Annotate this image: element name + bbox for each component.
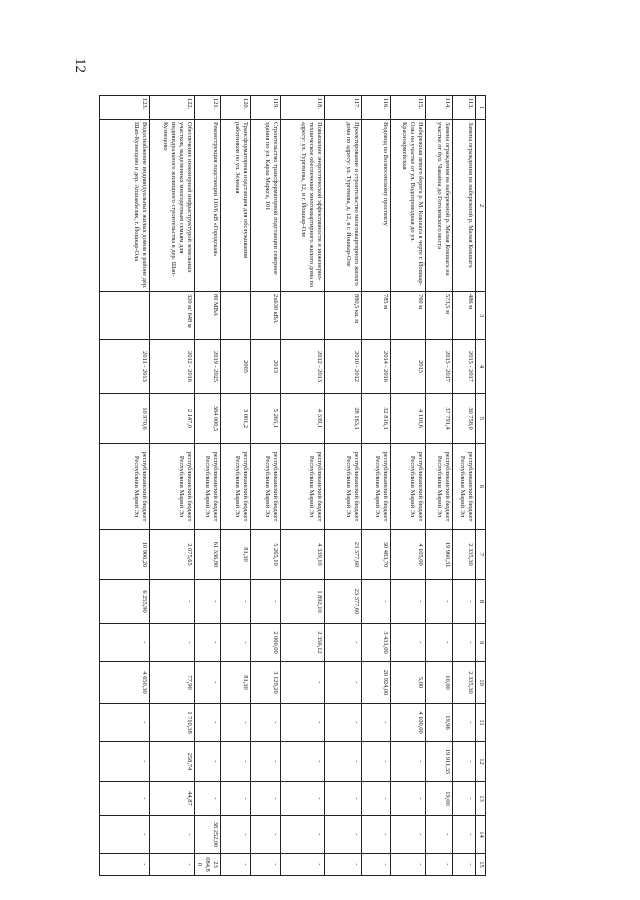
header-cell: 4 [476, 340, 486, 394]
cell-col7: 61 336,80 [194, 530, 220, 580]
object-name: Водоснабжение индивидуальных жилых домов в районе дер. Шап-Кузнецово и дер. Апшакбеляк, г. Йошкар-Ола [99, 120, 149, 292]
object-name: Проектирование и строительство многоквартирного жилого дома по адресу: ул. Тургенева, д. 12, в г. Йошкар-Оле [325, 120, 362, 292]
cell-col7: 2 335,30 [453, 530, 476, 580]
estimated-cost: 4 339,1 [281, 394, 325, 444]
cell-col10: 81,30 [221, 662, 251, 704]
capacity: 486 м [453, 292, 476, 340]
header-cell: 13 [476, 782, 486, 816]
estimated-cost: 37 791,4 [426, 394, 453, 444]
cell-col12: - [251, 742, 281, 782]
object-name: Замена ограждения на набережной р. Малая Кокшага на участке от бул. Чавайна до Гоголевского моста [426, 120, 453, 292]
period: 2015 - 2017 [453, 340, 476, 394]
row-number: 122. [149, 96, 194, 120]
header-cell: 15 [476, 854, 486, 876]
cell-col9: - [453, 624, 476, 662]
cell-col8: - [453, 580, 476, 624]
estimated-cost: 2 147,0 [149, 394, 194, 444]
cell-col10: - [194, 662, 220, 704]
cell-col9: - [426, 624, 453, 662]
cell-col15: - [453, 854, 476, 876]
cell-col13: - [453, 782, 476, 816]
funding-source: республиканский бюджет Республики Марий Эл [426, 444, 453, 530]
cell-col13: - [281, 782, 325, 816]
capacity: 573,5 м [426, 292, 453, 340]
cell-col14: - [426, 816, 453, 854]
period: 2005 [221, 340, 251, 394]
cell-col9: - [221, 624, 251, 662]
cell-col8: 6 255,90 [99, 580, 149, 624]
cell-col15: - [426, 854, 453, 876]
cell-col11: - [362, 704, 391, 742]
table-row [194, 96, 220, 876]
cell-col12: 258,74 [149, 742, 194, 782]
object-name: Замена ограждения на набережной р. Малая Кокшага [453, 120, 476, 292]
cell-col14: - [391, 816, 426, 854]
object-name: Трансформаторная подстанция для обслуживания работников по ул. Зеленая [221, 120, 251, 292]
estimated-cost: 10 970,6 [99, 394, 149, 444]
cell-col11: 4 100,00 [391, 704, 426, 742]
cell-col15: - [281, 854, 325, 876]
page-number: 12 [72, 58, 88, 73]
estimated-cost: 3 001,2 [221, 394, 251, 444]
estimated-cost: 30 758,0 [453, 394, 476, 444]
header-cell: 12 [476, 742, 486, 782]
header-cell: 6 [476, 444, 486, 530]
cell-col9: 3 431,00 [362, 624, 391, 662]
cell-col8: - [426, 580, 453, 624]
cell-col9: - [99, 624, 149, 662]
cell-col14: - [281, 816, 325, 854]
row-number: 117. [325, 96, 362, 120]
capacity: 2х630 кВА [251, 292, 281, 340]
funding-source: республиканский бюджет Республики Марий Эл [281, 444, 325, 530]
capacity [99, 292, 149, 340]
funding-source: республиканский бюджет Республики Марий Эл [99, 444, 149, 530]
period: 2012 - 2013 [281, 340, 325, 394]
cell-col8: - [221, 580, 251, 624]
rotated-table-block [109, 95, 486, 875]
cell-col7: 30 483,70 [362, 530, 391, 580]
header-cell: 9 [476, 624, 486, 662]
funding-source: республиканский бюджет Республики Марий Эл [362, 444, 391, 530]
capacity: 320 м/ 648 м [149, 292, 194, 340]
row-number: 114. [426, 96, 453, 120]
period: 2014 - 2016 [362, 340, 391, 394]
cell-col8: - [149, 580, 194, 624]
funding-source: республиканский бюджет Республики Марий Эл [149, 444, 194, 530]
cell-col12: - [453, 742, 476, 782]
period: 2011 - 2013 [99, 340, 149, 394]
cell-col12: 19 911,35 [426, 742, 453, 782]
table-row [426, 96, 453, 876]
cell-col8: 1 892,10 [281, 580, 325, 624]
cell-col9: - [325, 624, 362, 662]
period: 2010 - 2012 [325, 340, 362, 394]
table-row [281, 96, 325, 876]
capacity: 785 м [362, 292, 391, 340]
header-cell: 10 [476, 662, 486, 704]
cell-col15: - [149, 854, 194, 876]
funding-source: республиканский бюджет Республики Марий Эл [325, 444, 362, 530]
cell-col10: 2 335,30 [453, 662, 476, 704]
cell-col14: - [325, 816, 362, 854]
header-cell: 7 [476, 530, 486, 580]
row-number: 119. [251, 96, 281, 120]
row-number: 115. [391, 96, 426, 120]
cell-col10: 10,00 [426, 662, 453, 704]
period: 2019 - 2025 [194, 340, 220, 394]
cell-col15: - [99, 854, 149, 876]
table-row [149, 96, 194, 876]
cell-col10: 3 129,20 [251, 662, 281, 704]
cell-col13: - [391, 782, 426, 816]
object-name: Строительство трансформаторной подстанции северное здания по ул. Карла Маркса, 101 [251, 120, 281, 292]
cell-col11: - [221, 704, 251, 742]
funding-source: республиканский бюджет Республики Марий Эл [221, 444, 251, 530]
cell-col9: 2 356,12 [281, 624, 325, 662]
capacity: 880,5 кв. м [325, 292, 362, 340]
period: 2012 - 2016 [149, 340, 194, 394]
header-cell: 5 [476, 394, 486, 444]
capacity: 80 МВА [194, 292, 220, 340]
estimated-cost: 4 110,6 [391, 394, 426, 444]
cell-col8: - [251, 580, 281, 624]
cell-col12: - [194, 742, 220, 782]
cell-col14: - [251, 816, 281, 854]
header-cell: 8 [476, 580, 486, 624]
table-header [476, 96, 486, 876]
cell-col10: - [281, 662, 325, 704]
cell-col13: - [325, 782, 362, 816]
estimated-cost: 5 265,1 [251, 394, 281, 444]
cell-col14: - [453, 816, 476, 854]
cell-col11: - [251, 704, 281, 742]
cell-col10: 20 924,00 [362, 662, 391, 704]
table-row [391, 96, 426, 876]
cell-col11: - [453, 704, 476, 742]
cell-col10: 77,90 [149, 662, 194, 704]
object-name: Реконструкция подстанции 110/6 кВ «Городская» [194, 120, 220, 292]
header-cell: 2 [476, 120, 486, 292]
period: 2015 [391, 340, 426, 394]
table-row [99, 96, 149, 876]
row-number: 116. [362, 96, 391, 120]
cell-col13: - [251, 782, 281, 816]
table-row [453, 96, 476, 876]
cell-col7: 23 377,60 [325, 530, 362, 580]
capacity [221, 292, 251, 340]
cell-col15: - [221, 854, 251, 876]
table-body [99, 96, 475, 876]
capacity [281, 292, 325, 340]
cell-col7: 19 960,31 [426, 530, 453, 580]
table-row [221, 96, 251, 876]
cell-col11: - [281, 704, 325, 742]
cell-col13: - [362, 782, 391, 816]
cell-col10: - [325, 662, 362, 704]
header-cell: 14 [476, 816, 486, 854]
cell-col15: 23 084,80 [194, 854, 220, 876]
row-number: 123. [99, 96, 149, 120]
capacity: 760 м [391, 292, 426, 340]
cell-col15: - [362, 854, 391, 876]
cell-col15: - [391, 854, 426, 876]
cell-col11: 1 710,38 [149, 704, 194, 742]
estimated-cost: 28 163,1 [325, 394, 362, 444]
cell-col12: - [281, 742, 325, 782]
object-name: Водовод по Вознесенскому проспекту [362, 120, 391, 292]
cell-col14: - [221, 816, 251, 854]
table-row [251, 96, 281, 876]
funding-source: республиканский бюджет Республики Марий Эл [194, 444, 220, 530]
cell-col13: 19,00 [426, 782, 453, 816]
cell-col12: - [325, 742, 362, 782]
period: 2013 [251, 340, 281, 394]
period: 2015 - 2017 [426, 340, 453, 394]
funding-source: республиканский бюджет Республики Марий Эл [391, 444, 426, 530]
cell-col12: - [391, 742, 426, 782]
table-row [362, 96, 391, 876]
cell-col13: - [194, 782, 220, 816]
cell-col11: - [99, 704, 149, 742]
header-cell: 1 [476, 96, 486, 120]
cell-col7: 4 105,00 [391, 530, 426, 580]
header-cell: 3 [476, 292, 486, 340]
cell-col10: 4 650,30 [99, 662, 149, 704]
cell-col8: - [194, 580, 220, 624]
table-row [325, 96, 362, 876]
cell-col11: 19,96 [426, 704, 453, 742]
cell-col11: - [194, 704, 220, 742]
cell-col7: 81,30 [221, 530, 251, 580]
cell-col9: 2 000,00 [251, 624, 281, 662]
object-name: Обеспечение инженерной инфраструктурой земельных участков, выделенных многодетным семьям для индивидуального жилищного строительства в дер. Шап-Кузнецово [149, 120, 194, 292]
cell-col7: 5 265,10 [251, 530, 281, 580]
cell-col14: 38 252,00 [194, 816, 220, 854]
cell-col12: - [99, 742, 149, 782]
cell-col13: - [221, 782, 251, 816]
estimated-cost: 384 000,5 [194, 394, 220, 444]
row-number: 121. [194, 96, 220, 120]
row-number: 118. [281, 96, 325, 120]
object-name: Повышение энергетической эффективности и инженерно-техническое обеспечение многоквартирного жилого дома по адресу: ул. Тургенева, 12, в г. Йошкар-Оле [281, 120, 325, 292]
cell-col14: - [99, 816, 149, 854]
cell-col8: 23 377,60 [325, 580, 362, 624]
cell-col12: - [221, 742, 251, 782]
funding-source: республиканский бюджет Республики Марий Эл [251, 444, 281, 530]
header-cell: 11 [476, 704, 486, 742]
cell-col9: - [149, 624, 194, 662]
cell-col12: - [362, 742, 391, 782]
cell-col11: - [325, 704, 362, 742]
cell-col8: - [391, 580, 426, 624]
funding-source: республиканский бюджет Республики Марий Эл [453, 444, 476, 530]
row-number: 120. [221, 96, 251, 120]
cell-col14: - [362, 816, 391, 854]
cell-col10: 5,00 [391, 662, 426, 704]
cell-col13: 44,87 [149, 782, 194, 816]
cell-col7: 10 906,20 [99, 530, 149, 580]
program-table [99, 95, 486, 876]
cell-col7: 2 075,65 [149, 530, 194, 580]
cell-col15: - [251, 854, 281, 876]
object-name: Набережная левого берега р. М. Кокшага в черте г. Йошкар-Олы на участке от ул. Водопроводная до ул. Красноармейская [391, 120, 426, 292]
estimated-cost: 32 816,1 [362, 394, 391, 444]
row-number: 113. [453, 96, 476, 120]
cell-col7: 4 339,10 [281, 530, 325, 580]
cell-col9: - [194, 624, 220, 662]
cell-col9: - [391, 624, 426, 662]
cell-col14: - [149, 816, 194, 854]
cell-col8: - [362, 580, 391, 624]
cell-col15: - [325, 854, 362, 876]
cell-col13: - [99, 782, 149, 816]
